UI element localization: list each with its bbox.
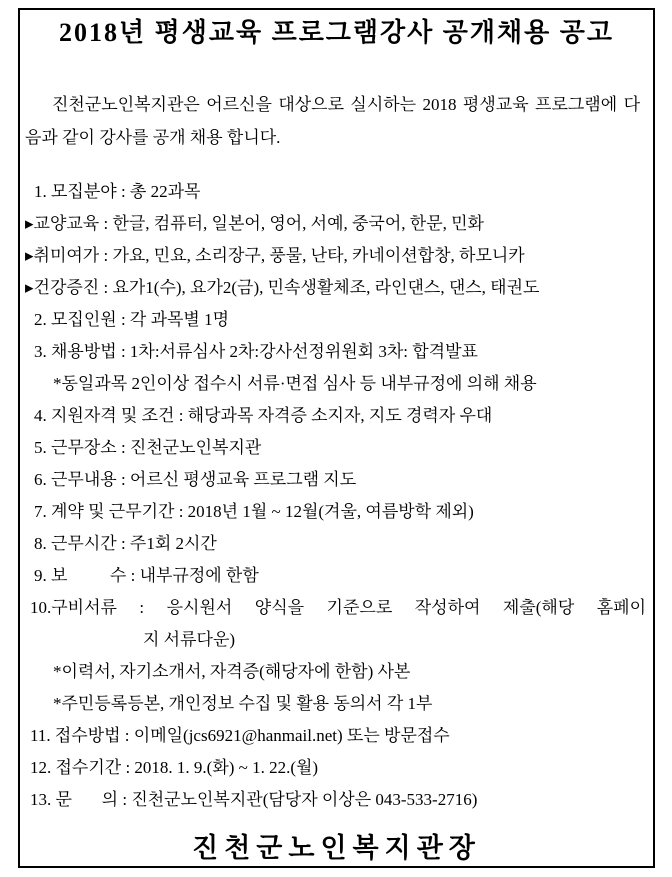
intro-paragraph: 진천군노인복지관은 어르신을 대상으로 실시하는 2018 평생교육 프로그램에 다음과 같이 강사를 공개 채용 합니다. xyxy=(25,95,640,147)
document-line: 5. 근무장소 : 진천군노인복지관 xyxy=(34,438,262,457)
document-line: 4. 지원자격 및 조건 : 해당과목 자격증 소지자, 지도 경력자 우대 xyxy=(34,406,493,425)
document-line: 3. 채용방법 : 1차:서류심사 2차:강사선정위원회 3차: 합격발표 xyxy=(34,342,478,361)
document-line: ▸건강증진 : 요가1(수), 요가2(금), 민속생활체조, 라인댄스, 댄스, 태권도 xyxy=(25,278,540,297)
document-title: 2018년 평생교육 프로그램강사 공개채용 공고 xyxy=(59,18,614,47)
document-line: 10.구비서류 : 응시원서 양식을 기준으로 작성하여 제출(해당 홈페이 xyxy=(30,598,646,617)
document-body xyxy=(25,176,648,816)
document-line: 8. 근무시간 : 주1회 2시간 xyxy=(34,534,217,553)
document-line: *이력서, 자기소개서, 자격증(해당자에 한함) 사본 xyxy=(53,662,411,681)
document-line: 9. 보 수 : 내부규정에 한함 xyxy=(34,566,259,585)
document-line: 11. 접수방법 : 이메일(jcs6921@hanmail.net) 또는 방문접수 xyxy=(30,726,450,745)
document-line: 13. 문 의 : 진천군노인복지관(담당자 이상은 043-533-2716) xyxy=(30,790,478,809)
document-line: 2. 모집인원 : 각 과목별 1명 xyxy=(34,310,230,329)
signature-line: 진천군노인복지관장 xyxy=(192,833,481,863)
document-line: ▸교양교육 : 한글, 컴퓨터, 일본어, 영어, 서예, 중국어, 한문, 민화 xyxy=(25,214,484,233)
document-line: 6. 근무내용 : 어르신 평생교육 프로그램 지도 xyxy=(34,470,357,489)
document-line: *주민등록등본, 개인정보 수집 및 활용 동의서 각 1부 xyxy=(53,694,433,713)
document-line: 12. 접수기간 : 2018. 1. 9.(화) ~ 1. 22.(월) xyxy=(30,758,319,777)
announcement-document xyxy=(18,8,655,868)
document-line: ▸취미여가 : 가요, 민요, 소리장구, 풍물, 난타, 카네이션합창, 하모니카 xyxy=(25,246,525,265)
document-line: *동일과목 2인이상 접수시 서류·면접 심사 등 내부규정에 의해 채용 xyxy=(53,374,537,393)
document-line: 지 서류다운) xyxy=(143,630,236,649)
document-line: 7. 계약 및 근무기간 : 2018년 1월 ~ 12월(겨울, 여름방학 제외) xyxy=(34,502,474,521)
document-line: 1. 모집분야 : 총 22과목 xyxy=(34,182,201,201)
